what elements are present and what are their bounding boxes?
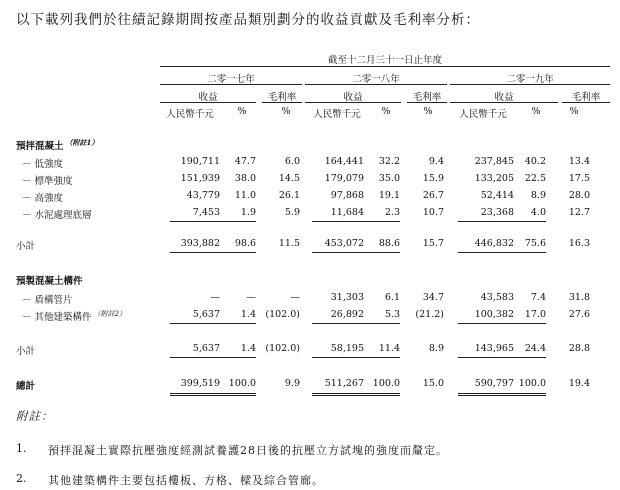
cell-pct-2019: 17.0 [524,309,546,320]
cell-gm-2019: 28.8 [568,343,590,354]
cell-gm-2017: (102.0) [265,343,300,354]
cell-pct-2019: 8.9 [530,190,546,201]
cell-rev-2019: 133,205 [474,173,514,184]
cell-gm-2018: 26.7 [422,190,444,201]
cell-pct-2019: 4.0 [530,207,546,218]
revenue-header-2019: 收益 [494,92,514,103]
cell-pct-2019: 24.4 [524,343,546,354]
row-label: － 盾構管片 [22,295,73,306]
header-rule-period [160,66,610,67]
section-title-text: 預製混凝土構件 [16,276,83,287]
col-rule-gm-2019 [562,102,610,103]
notes-title: 附註： [16,409,54,423]
subtotal-label: 小計 [16,241,36,252]
cell-gm-2019: 27.6 [568,309,590,320]
cell-rev-2019: 446,832 [474,238,514,249]
cell-gm-2018: 9.4 [428,156,444,167]
cell-rev-2018: 164,441 [324,156,364,167]
margin-header-2017: 毛利率 [267,92,297,103]
cell-rev-2019: 590,797 [474,378,514,389]
cell-rev-2018: 26,892 [330,309,364,320]
unit-pct-2017: % [237,106,247,117]
subtotal-label: 小計 [16,346,36,357]
subtotal-bottom-rule [312,357,400,358]
cell-pct-2018: 100.0 [372,378,400,389]
note-ref: （附註2） [93,310,126,318]
unit-gm-pct-2018: % [423,106,433,117]
subtotal-bottom-rule [170,357,256,358]
cell-pct-2017: 98.6 [234,238,256,249]
year-rule-2017 [160,84,302,85]
cell-gm-2019: 16.3 [568,238,590,249]
cell-pct-2017: 1.9 [240,207,256,218]
cell-pct-2019: 7.4 [530,292,546,303]
year-rule-2019 [450,84,610,85]
cell-rev-2018: 97,868 [330,190,364,201]
total-double-rule [312,393,400,396]
cell-rev-2017: 7,453 [192,207,220,218]
cell-gm-2018: 10.7 [422,207,444,218]
subtotal-bottom-rule [458,357,546,358]
cell-rev-2018: 453,072 [324,238,364,249]
row-label [22,309,126,323]
cell-gm-2018: 15.9 [422,173,444,184]
cell-rev-2017: 5,637 [192,309,220,320]
cell-pct-2018: 5.3 [384,309,400,320]
unit-rmb-2018: 人民幣千元 [313,109,361,120]
row-label: － 低強度 [22,159,64,170]
unit-rmb-2019: 人民幣千元 [459,109,507,120]
subtotal-rule [312,323,400,324]
total-label: 總計 [16,381,36,392]
cell-gm-2018: 15.0 [422,378,444,389]
revenue-header-2018: 收益 [343,92,363,103]
row-label: － 高強度 [22,193,64,204]
cell-rev-2017: 5,637 [192,343,220,354]
row-label: － 水泥處理底層 [22,210,92,221]
cell-pct-2019: 100.0 [518,378,546,389]
cell-gm-2017: — [290,292,300,303]
year-header-2017: 二零一七年 [207,74,255,85]
section-title-text: 預拌混凝土 [16,141,64,153]
cell-gm-2018: 8.9 [428,343,444,354]
unit-pct-2018: % [381,106,391,117]
cell-gm-2019: 19.4 [568,378,590,389]
cell-rev-2017: 393,882 [180,238,220,249]
note-number: 2. [16,472,27,485]
subtotal-rule [170,323,256,324]
margin-header-2018: 毛利率 [412,92,442,103]
cell-rev-2017: 151,939 [180,173,220,184]
cell-rev-2019: 43,583 [480,292,514,303]
cell-rev-2017: 399,519 [180,378,220,389]
cell-pct-2017: 1.4 [240,309,256,320]
cell-rev-2019: 100,382 [474,309,514,320]
cell-pct-2018: 35.0 [378,173,400,184]
cell-rev-2019: 237,845 [474,156,514,167]
cell-pct-2018: 32.2 [378,156,400,167]
cell-rev-2018: 58,195 [330,343,364,354]
cell-pct-2017: — [246,292,256,303]
cell-rev-2018: 31,303 [330,292,364,303]
cell-pct-2017: 100.0 [228,378,256,389]
cell-gm-2017: 11.5 [278,238,300,249]
cell-gm-2019: 17.5 [568,173,590,184]
note-text: 其他建築構件主要包括樓板、方格、樑及綜合管廊。 [48,474,324,487]
cell-rev-2019: 52,414 [480,190,514,201]
cell-pct-2017: 1.4 [240,343,256,354]
cell-pct-2018: 19.1 [378,190,400,201]
section-title [16,138,98,152]
cell-pct-2017: 11.0 [234,190,256,201]
cell-gm-2019: 28.0 [568,190,590,201]
cell-pct-2017: 47.7 [234,156,256,167]
cell-gm-2019: 12.7 [568,207,590,218]
cell-pct-2018: 2.3 [384,207,400,218]
cell-pct-2019: 75.6 [524,238,546,249]
cell-pct-2017: 38.0 [234,173,256,184]
total-double-rule [170,393,256,396]
col-rule-rev-2017 [160,102,256,103]
cell-pct-2018: 88.6 [378,238,400,249]
cell-rev-2018: 179,079 [324,173,364,184]
subtotal-bottom-rule [312,252,400,253]
cell-gm-2017: (102.0) [265,309,300,320]
subtotal-bottom-rule [458,252,546,253]
margin-header-2019: 毛利率 [571,92,601,103]
cell-gm-2017: 9.9 [284,378,300,389]
cell-gm-2018: 15.7 [422,238,444,249]
cell-gm-2019: 31.8 [568,292,590,303]
cell-gm-2018: (21.2) [415,309,444,320]
subtotal-bottom-rule [170,252,256,253]
subtotal-rule [458,323,546,324]
cell-rev-2018: 11,684 [330,207,364,218]
year-header-2018: 二零一八年 [352,74,400,85]
cell-gm-2017: 26.1 [278,190,300,201]
cell-rev-2019: 23,368 [480,207,514,218]
year-header-2019: 二零一九年 [506,74,554,85]
cell-gm-2019: 13.4 [568,156,590,167]
col-rule-rev-2018 [305,102,401,103]
revenue-header-2017: 收益 [198,92,218,103]
intro-text: 以下載列我們於往績記錄期間按產品類別劃分的收益貢獻及毛利率分析： [16,12,480,28]
subtotal-rule [312,221,400,222]
note-number: 1. [16,442,27,455]
unit-gm-pct-2017: % [281,106,291,117]
row-label: － 標準強度 [22,176,73,187]
year-rule-2018 [305,84,447,85]
cell-rev-2018: 511,267 [324,378,364,389]
cell-pct-2018: 11.4 [378,343,400,354]
cell-pct-2019: 22.5 [524,173,546,184]
cell-rev-2017: 43,779 [186,190,220,201]
col-rule-gm-2017 [262,102,302,103]
period-header: 截至十二月三十一日止年度 [327,55,442,66]
cell-pct-2019: 40.2 [524,156,546,167]
col-rule-rev-2019 [450,102,558,103]
cell-pct-2018: 6.1 [384,292,400,303]
unit-rmb-2017: 人民幣千元 [166,109,214,120]
section-title [16,273,83,287]
total-double-rule [458,393,546,396]
subtotal-rule [170,221,256,222]
cell-gm-2017: 6.0 [284,156,300,167]
subtotal-rule [458,221,546,222]
cell-gm-2017: 14.5 [278,173,300,184]
cell-rev-2019: 143,965 [474,343,514,354]
cell-gm-2017: 5.9 [284,207,300,218]
cell-rev-2017: — [210,292,220,303]
note-text: 預拌混凝土實際抗壓強度經測試養護28日後的抗壓立方試塊的強度而釐定。 [48,444,448,457]
cell-rev-2017: 190,711 [180,156,220,167]
note-ref: （附註1） [65,138,99,147]
unit-gm-pct-2019: % [569,106,579,117]
row-label-text: － 其他建築構件 [22,312,92,324]
col-rule-gm-2018 [407,102,447,103]
cell-gm-2018: 34.7 [422,292,444,303]
unit-pct-2019: % [531,106,541,117]
